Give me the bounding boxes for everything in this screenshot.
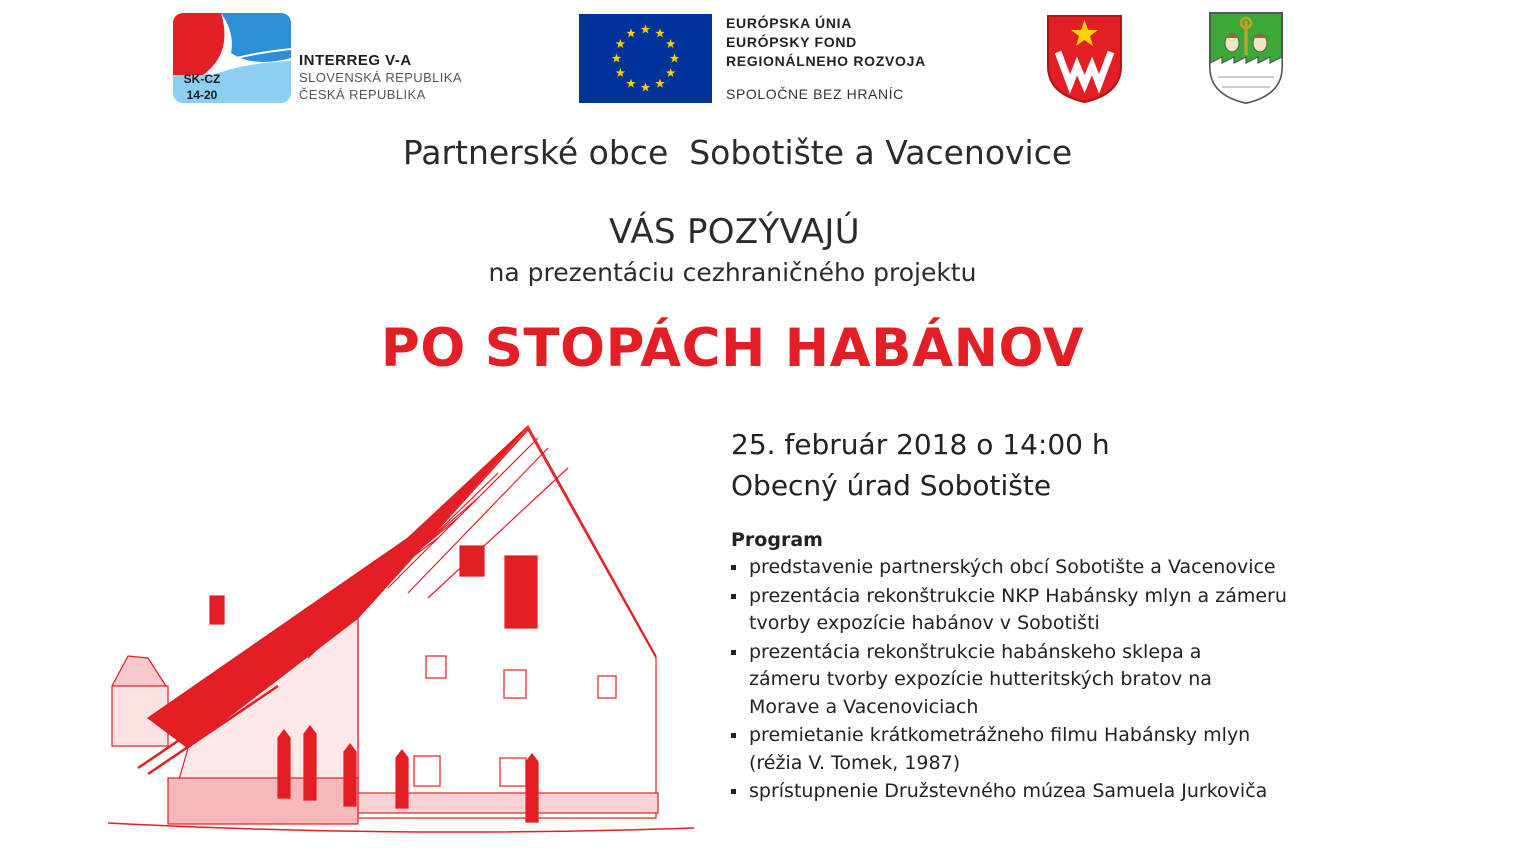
program-item	[731, 722, 1276, 777]
program-item-text: predstavenie partnerských obcí Sobotište a Vacenovice	[749, 556, 1276, 578]
bullet-icon	[731, 789, 736, 794]
program-title: Program	[731, 529, 823, 551]
vacenovice-crest-icon	[1046, 14, 1123, 104]
event-details	[731, 424, 1110, 506]
interreg-country-sk: SLOVENSKÁ REPUBLIKA	[299, 70, 462, 85]
interreg-badge-bottom: 14-20	[186, 88, 218, 102]
interreg-badge-top: SK-CZ	[183, 72, 221, 86]
bullet-icon	[731, 650, 736, 655]
program-item-text: prezentácia rekonštrukcie NKP Habánsky mlyn a zámeru tvorby expozície habánov v Sobotišti	[749, 584, 1287, 634]
eu-motto: SPOLOČNE BEZ HRANÍC	[726, 86, 904, 102]
eu-text	[726, 14, 926, 102]
interreg-text	[299, 52, 462, 103]
event-place: Obecný úrad Sobotište	[731, 469, 1052, 502]
interreg-country-cz: ČESKÁ REPUBLIKA	[299, 87, 426, 102]
eu-line-2: EURÓPSKY FOND	[726, 34, 857, 50]
sobotiste-crest-icon	[1208, 11, 1284, 105]
haban-mill-illustration	[108, 418, 694, 850]
interreg-logo	[173, 13, 291, 103]
eu-flag-icon	[579, 14, 712, 103]
program-item-text: sprístupnenie Družstevného múzea Samuela Jurkoviča	[749, 780, 1268, 802]
bullet-icon	[731, 565, 736, 570]
program-item-text: premietanie krátkometrážneho filmu Habánsky mlyn (réžia V. Tomek, 1987)	[749, 724, 1251, 774]
partners-heading: Partnerské obce Sobotište a Vacenovice	[402, 133, 1073, 172]
event-datetime: 25. február 2018 o 14:00 h	[731, 428, 1110, 461]
project-title: PO STOPÁCH HABÁNOV	[380, 318, 1085, 379]
program-list	[731, 554, 1331, 806]
program-item	[731, 554, 1331, 582]
program-item	[731, 639, 1276, 722]
program-item	[731, 583, 1291, 638]
presentation-subheading: na prezentáciu cezhraničného projektu	[488, 258, 977, 287]
eu-line-3: REGIONÁLNEHO ROZVOJA	[726, 53, 926, 69]
invite-heading: VÁS POZÝVAJÚ	[609, 212, 860, 252]
program-section	[731, 529, 1331, 807]
program-item	[731, 778, 1331, 806]
eu-line-1: EURÓPSKA ÚNIA	[726, 15, 853, 31]
bullet-icon	[731, 594, 736, 599]
program-item-text: prezentácia rekonštrukcie habánskeho sklepa a zámeru tvorby expozície hutteritských bratov na Morave a Vacenoviciach	[749, 640, 1212, 718]
interreg-title: INTERREG V-A	[299, 52, 412, 69]
bullet-icon	[731, 733, 736, 738]
